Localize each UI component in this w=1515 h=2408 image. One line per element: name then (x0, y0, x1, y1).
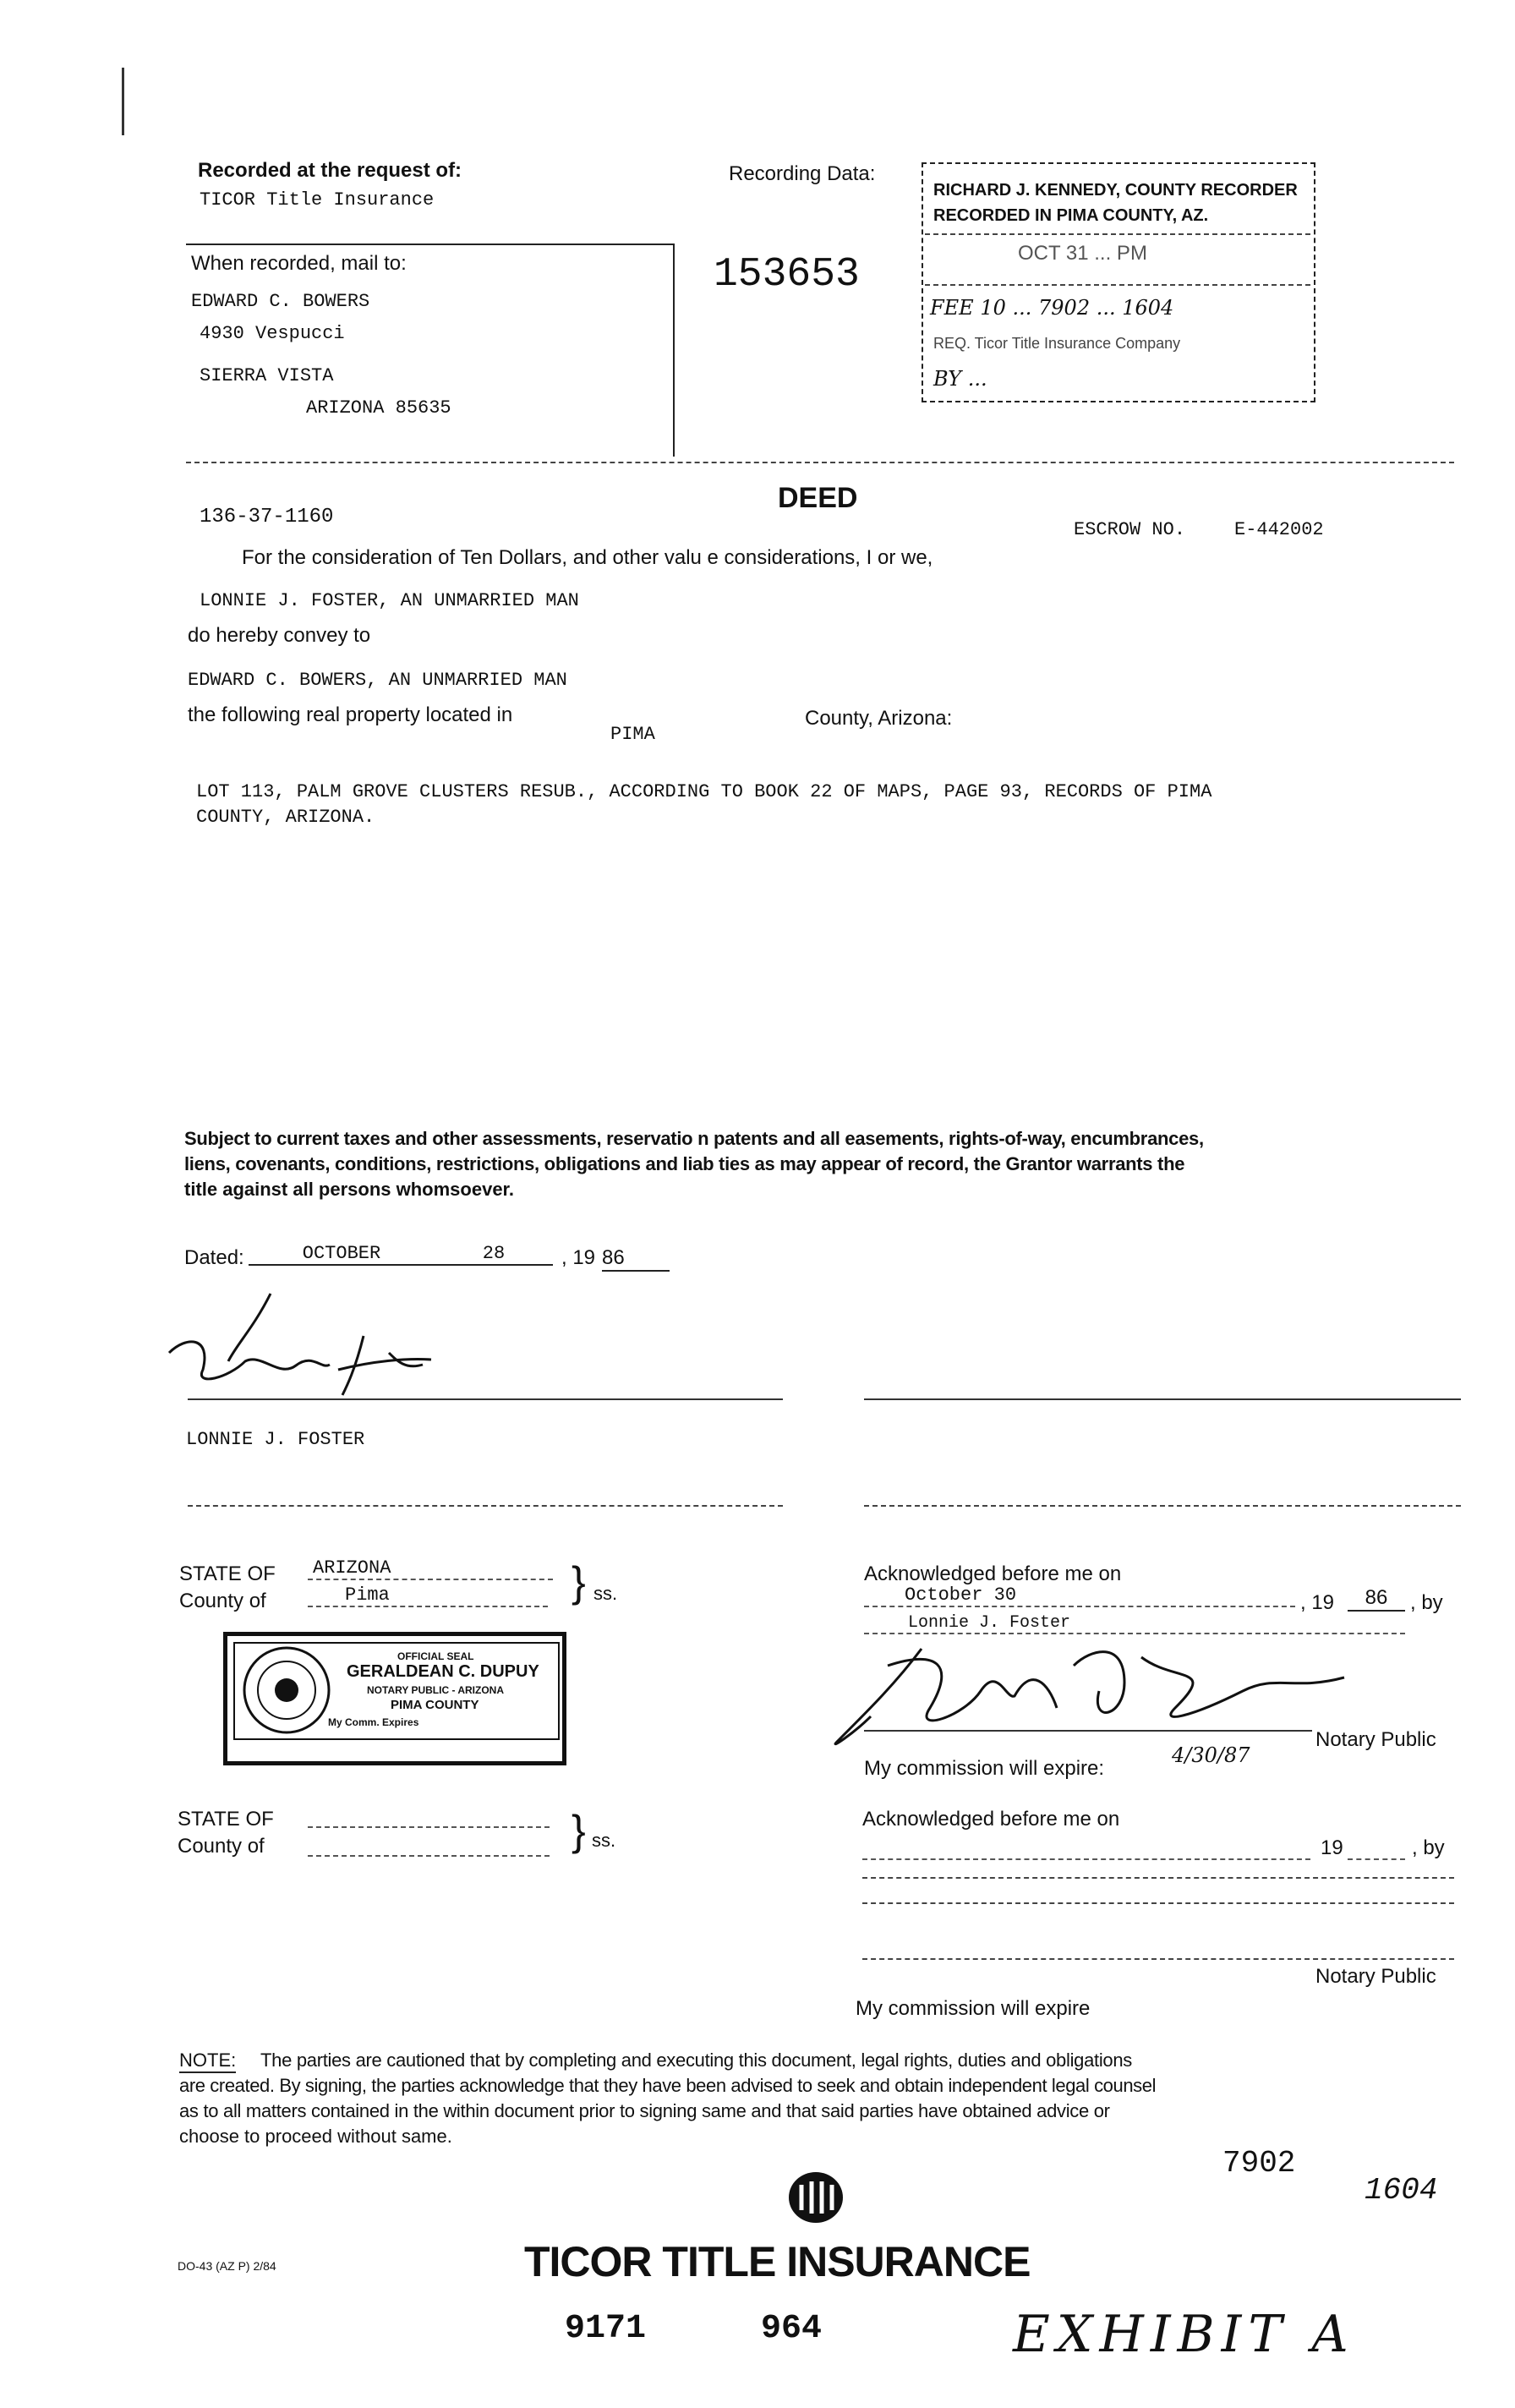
mail-name: EDWARD C. BOWERS (191, 291, 370, 312)
convey-text: do hereby convey to (188, 624, 371, 647)
seal-line-3: NOTARY PUBLIC - ARIZONA (367, 1684, 504, 1696)
ack-date: October 30 (864, 1584, 1295, 1607)
ack-by: , by (1410, 1591, 1443, 1614)
notary-seal-emblem (240, 1644, 333, 1737)
stamp-line-1: RICHARD J. KENNEDY, COUNTY RECORDER (933, 181, 1298, 200)
signer-name: LONNIE J. FOSTER (186, 1429, 365, 1450)
stamp-divider (925, 233, 1310, 235)
mail-state-zip: ARIZONA 85635 (306, 397, 451, 419)
property-intro: the following real property located in (188, 703, 513, 726)
margin-mark (122, 68, 124, 135)
legal-description-line-2: COUNTY, ARIZONA. (196, 807, 375, 828)
mail-street: 4930 Vespucci (200, 323, 345, 344)
grantor-name: LONNIE J. FOSTER, AN UNMARRIED MAN (200, 590, 579, 611)
seal-line-2: GERALDEAN C. DUPUY (347, 1662, 539, 1681)
consideration-text: For the consideration of Ten Dollars, and other valu e considerations, I or we, (242, 546, 933, 569)
stamp-divider (925, 284, 1310, 286)
ack-year: 86 (1348, 1586, 1405, 1612)
grantor-signature (152, 1277, 490, 1412)
stamp-line-6: BY ... (933, 367, 987, 391)
ack-person: Lonnie J. Foster (864, 1613, 1405, 1634)
stamp-line-2: RECORDED IN PIMA COUNTY, AZ. (933, 206, 1209, 225)
signature-line-3 (188, 1505, 783, 1507)
company-name: TICOR TITLE INSURANCE (524, 2238, 1031, 2285)
page-number: 1604 (1365, 2173, 1438, 2208)
dated-label: Dated: (184, 1246, 244, 1269)
seal-line-5: My Comm. Expires (328, 1716, 419, 1728)
ss-label-2: ss. (592, 1830, 616, 1851)
mail-city: SIERRA VISTA (200, 365, 334, 386)
seal-line-1: OFFICIAL SEAL (397, 1650, 474, 1662)
note-line-4: choose to proceed without same. (179, 2126, 452, 2147)
state-value-2 (308, 1818, 550, 1828)
commission-label: My commission will expire: (864, 1757, 1105, 1780)
bracket-2: } (572, 1807, 586, 1854)
parcel-number: 136-37-1160 (200, 506, 334, 528)
signature-line (188, 1398, 783, 1400)
dated-year-prefix: , 19 (561, 1246, 596, 1269)
legal-description-line-1: LOT 113, PALM GROVE CLUSTERS RESUB., ACCORDING TO BOOK 22 OF MAPS, PAGE 93, RECORDS OF PIMA (196, 781, 1212, 802)
dated-day: 28 (435, 1243, 553, 1266)
ack-label: Acknowledged before me on (864, 1562, 1122, 1585)
state-label: STATE OF (179, 1562, 276, 1585)
deed-title: DEED (778, 482, 858, 514)
subject-line-2: liens, covenants, conditions, restrictions, obligations and liab ties as may appear of record, the Grantor warrants the (184, 1153, 1185, 1174)
county-label-2: County of (178, 1835, 265, 1858)
recording-data-label: Recording Data: (729, 162, 876, 185)
recorded-by: TICOR Title Insurance (200, 189, 435, 211)
notary-signature (820, 1615, 1361, 1776)
subject-line-1: Subject to current taxes and other assessments, reservatio n patents and all easements, rights-of-way, encumbrances, (184, 1128, 1204, 1149)
state-label-2: STATE OF (178, 1808, 274, 1831)
note-label: NOTE: (179, 2050, 236, 2073)
ack-person-line-3 (862, 1902, 1454, 1904)
ss-label: ss. (593, 1583, 618, 1604)
recorded-request-label: Recorded at the request of: (198, 159, 462, 182)
ack-year-2 (1348, 1852, 1405, 1860)
escrow-label: ESCROW NO. (1074, 519, 1186, 540)
header-divider (186, 462, 1454, 463)
subject-line-3: title against all persons whomsoever. (184, 1179, 515, 1200)
grantee-name: EDWARD C. BOWERS, AN UNMARRIED MAN (188, 670, 567, 691)
ack-year-prefix-2: 19 (1321, 1836, 1343, 1859)
mail-to-label: When recorded, mail to: (191, 252, 407, 275)
stamp-line-3: OCT 31 ... PM (1018, 242, 1147, 265)
county-value-2 (308, 1847, 550, 1857)
stamp-line-4: FEE 10 ... 7902 ... 1604 (930, 296, 1174, 320)
signature-line-4 (864, 1505, 1461, 1507)
notary-line (864, 1730, 1312, 1732)
commission-date: 4/30/87 (1172, 1743, 1250, 1767)
ack-date-2 (862, 1852, 1310, 1860)
document-number: 153653 (714, 252, 860, 298)
exhibit-label: EXHIBIT A (1013, 2305, 1355, 2364)
code-2: 964 (761, 2310, 823, 2348)
ack-by-2: , by (1412, 1836, 1445, 1859)
dated-year: 86 (602, 1246, 670, 1272)
form-number: DO-43 (AZ P) 2/84 (178, 2259, 276, 2273)
notary-line-2 (862, 1958, 1454, 1960)
docket-number: 7902 (1222, 2146, 1296, 2181)
county-suffix: County, Arizona: (805, 707, 953, 730)
ticor-logo-icon (786, 2170, 845, 2225)
commission-label-2: My commission will expire (856, 1997, 1091, 2020)
escrow-number: E-442002 (1234, 519, 1324, 540)
note-line-3: as to all matters contained in the within document prior to signing same and that said parties have obtained advice or (179, 2100, 1110, 2121)
code-1: 9171 (565, 2310, 647, 2348)
stamp-line-5: REQ. Ticor Title Insurance Company (933, 335, 1181, 352)
ack-label-2: Acknowledged before me on (862, 1808, 1120, 1831)
ack-year-prefix: , 19 (1300, 1591, 1335, 1614)
notary-public-label: Notary Public (1315, 1728, 1436, 1751)
notary-public-label-2: Notary Public (1315, 1965, 1436, 1988)
county-label: County of (179, 1590, 266, 1612)
bracket-1: } (572, 1558, 586, 1606)
county-name: PIMA (610, 724, 655, 745)
seal-line-4: PIMA COUNTY (391, 1698, 479, 1712)
note-line-1: The parties are cautioned that by completing and executing this document, legal rights, duties and obligations (260, 2050, 1132, 2071)
state-value: ARIZONA (308, 1557, 553, 1580)
signature-line-2 (864, 1398, 1461, 1400)
note-line-2: are created. By signing, the parties acknowledge that they have been advised to seek and obtain independent legal counsel (179, 2075, 1157, 2096)
ack-person-line-2 (862, 1877, 1454, 1879)
county-value: Pima (308, 1584, 548, 1607)
dated-month: OCTOBER (249, 1243, 435, 1266)
